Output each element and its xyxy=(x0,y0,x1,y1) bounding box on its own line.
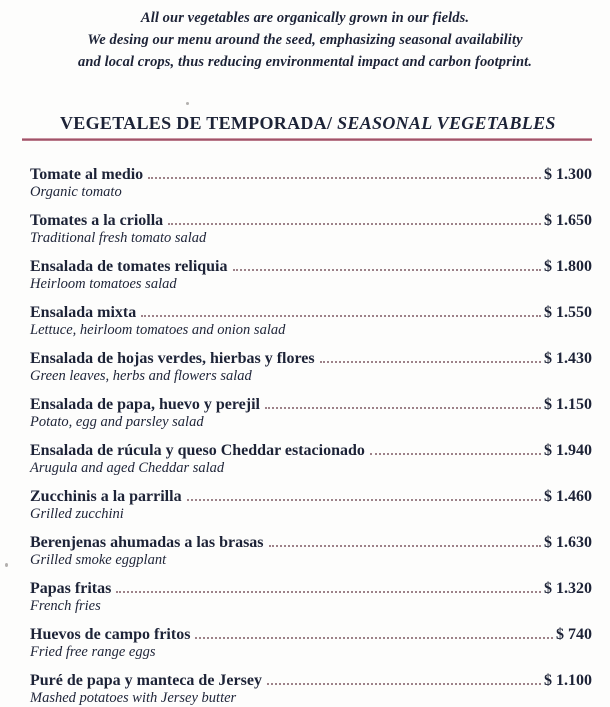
section-title-spanish: VEGETALES DE TEMPORADA/ xyxy=(60,113,333,133)
item-price: $ 740 xyxy=(556,626,592,643)
item-description: Grilled smoke eggplant xyxy=(30,552,167,568)
item-name: Tomate al medio xyxy=(30,166,144,183)
item-description: Potato, egg and parsley salad xyxy=(30,414,204,430)
item-price: $ 1.100 xyxy=(544,672,592,689)
item-name: Ensalada de papa, huevo y perejil xyxy=(30,396,260,413)
dotted-leader xyxy=(168,223,541,225)
dotted-leader xyxy=(269,545,541,547)
scan-speck xyxy=(5,563,8,567)
menu-item xyxy=(30,165,592,201)
menu-item xyxy=(30,211,592,247)
intro-text xyxy=(0,0,610,73)
section-heading xyxy=(0,113,610,133)
item-price: $ 1.150 xyxy=(544,396,592,413)
item-price: $ 1.630 xyxy=(544,534,592,551)
item-name: Zucchinis a la parrilla xyxy=(30,488,182,505)
dotted-leader xyxy=(267,683,541,685)
item-name: Puré de papa y manteca de Jersey xyxy=(30,672,262,689)
item-description: Organic tomato xyxy=(30,184,122,200)
item-description: Green leaves, herbs and flowers salad xyxy=(30,368,252,384)
item-name: Huevos de campo fritos xyxy=(30,626,191,643)
item-row xyxy=(30,211,592,230)
dotted-leader xyxy=(141,315,541,317)
intro-line: All our vegetables are organically grown in our fields. xyxy=(140,10,470,26)
item-name: Ensalada mixta xyxy=(30,304,137,321)
intro-line: and local crops, thus reducing environmental impact and carbon footprint. xyxy=(77,54,533,70)
dotted-leader xyxy=(195,637,553,639)
section-divider-rule xyxy=(22,138,592,141)
item-description: Traditional fresh tomato salad xyxy=(30,230,207,246)
item-description: Fried free range eggs xyxy=(30,644,156,660)
menu-item xyxy=(30,625,592,661)
scan-speck xyxy=(186,102,189,105)
dotted-leader xyxy=(370,453,541,455)
item-description: Grilled zucchini xyxy=(30,506,124,522)
item-name: Papas fritas xyxy=(30,580,112,597)
item-row xyxy=(30,395,592,414)
item-description: Arugula and aged Cheddar salad xyxy=(30,460,225,476)
item-price: $ 1.800 xyxy=(544,258,592,275)
item-row xyxy=(30,533,592,552)
menu-item xyxy=(30,441,592,477)
dotted-leader xyxy=(320,361,541,363)
dotted-leader xyxy=(187,499,541,501)
intro-line: We desing our menu around the seed, emphasizing seasonal availability xyxy=(87,32,523,48)
menu-item-list xyxy=(0,165,610,707)
menu-item xyxy=(30,257,592,293)
item-price: $ 1.550 xyxy=(544,304,592,321)
item-description: Mashed potatoes with Jersey butter xyxy=(30,690,237,706)
item-row xyxy=(30,165,592,184)
menu-item xyxy=(30,579,592,615)
item-row xyxy=(30,579,592,598)
item-price: $ 1.650 xyxy=(544,212,592,229)
item-row xyxy=(30,257,592,276)
item-name: Berenjenas ahumadas a las brasas xyxy=(30,534,264,551)
section-title-english: SEASONAL VEGETABLES xyxy=(332,113,556,133)
item-row xyxy=(30,349,592,368)
item-price: $ 1.430 xyxy=(544,350,592,367)
item-row xyxy=(30,487,592,506)
item-description: Lettuce, heirloom tomatoes and onion salad xyxy=(30,322,286,338)
item-price: $ 1.940 xyxy=(544,442,592,459)
menu-item xyxy=(30,671,592,707)
menu-item xyxy=(30,349,592,385)
dotted-leader xyxy=(116,591,541,593)
dotted-leader xyxy=(233,269,542,271)
item-row xyxy=(30,441,592,460)
item-row xyxy=(30,303,592,322)
item-row xyxy=(30,671,592,690)
item-name: Ensalada de hojas verdes, hierbas y flores xyxy=(30,350,315,367)
item-description: Heirloom tomatoes salad xyxy=(30,276,177,292)
dotted-leader xyxy=(148,177,541,179)
item-name: Ensalada de rúcula y queso Cheddar estacionado xyxy=(30,442,365,459)
menu-item xyxy=(30,533,592,569)
item-price: $ 1.300 xyxy=(544,166,592,183)
menu-item xyxy=(30,487,592,523)
item-name: Ensalada de tomates reliquia xyxy=(30,258,228,275)
item-description: French fries xyxy=(30,598,101,614)
dotted-leader xyxy=(265,407,541,409)
menu-item xyxy=(30,395,592,431)
item-row xyxy=(30,625,592,644)
item-name: Tomates a la criolla xyxy=(30,212,164,229)
item-price: $ 1.320 xyxy=(544,580,592,597)
menu-item xyxy=(30,303,592,339)
item-price: $ 1.460 xyxy=(544,488,592,505)
